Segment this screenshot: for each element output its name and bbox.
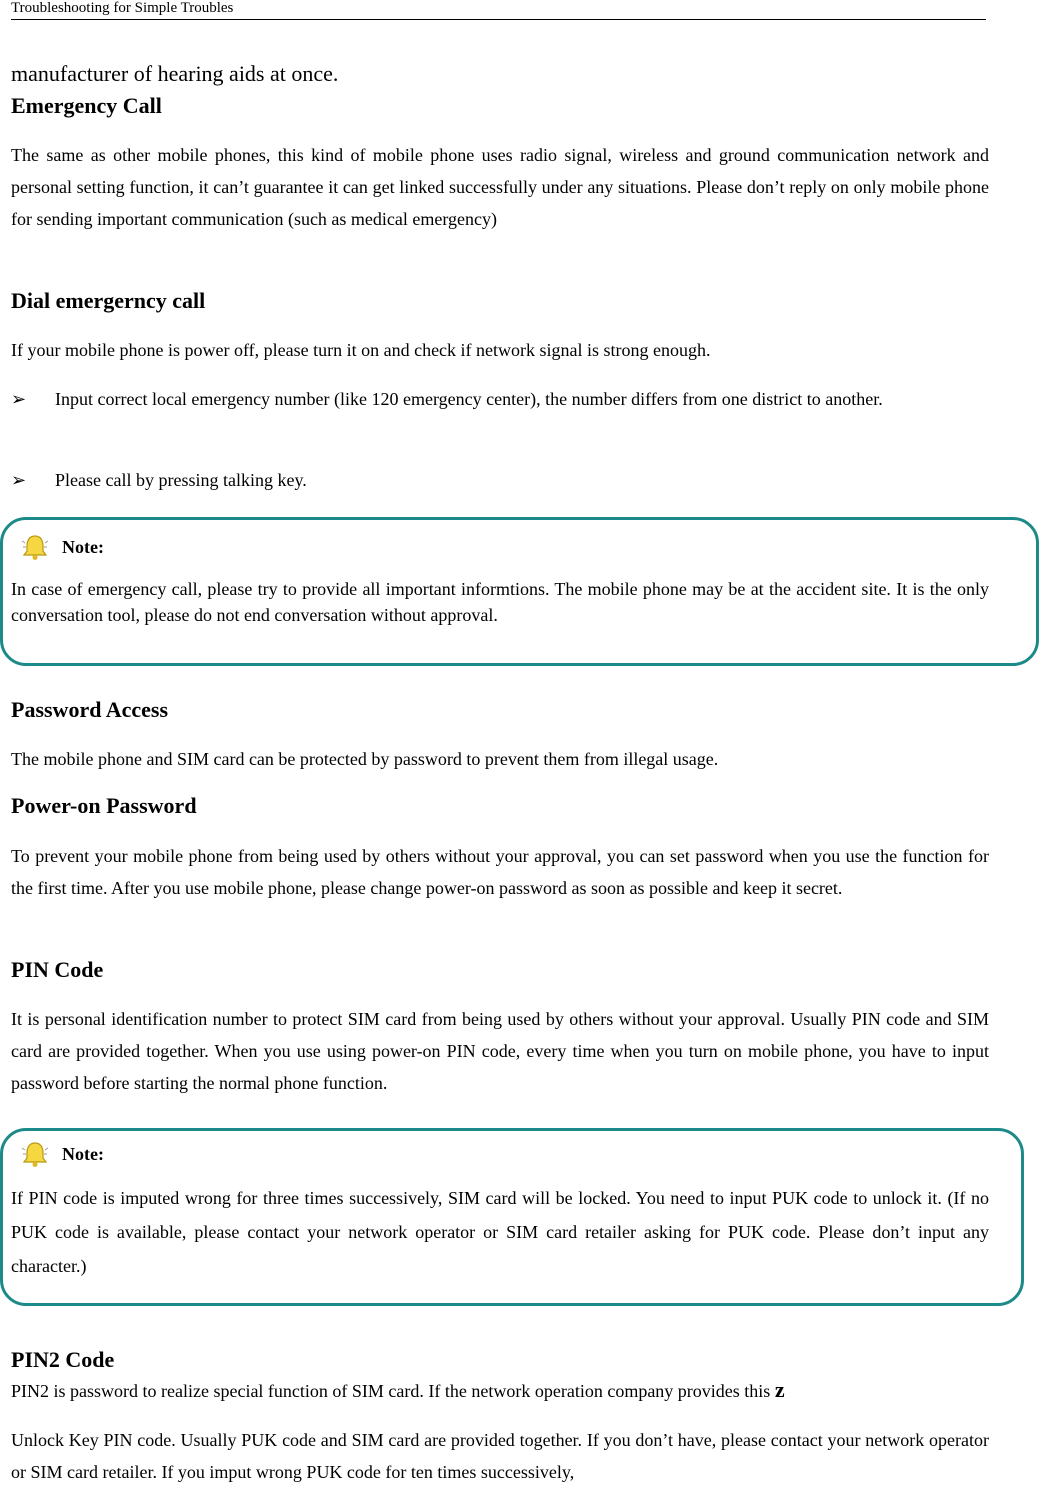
pin2-intro-text: PIN2 is password to realize special function of SIM card. If the network operation company provides this [11,1381,771,1401]
note-text: In case of emergency call, please try to provide all important informtions. The mobile phone may be at the accident site. It is the only conversation tool, please do not end conversation without approval. [11,579,989,625]
arrow-bullet-icon: ➢ [11,470,27,490]
paragraph-emergency-call: The same as other mobile phones, this kind of mobile phone uses radio signal, wireless and ground communication network and personal setting function, it can’t guarantee it can get linked successfully under any situations. Please don’t reply on only mobile phone for sending important communication (such as medical emergency) [11,145,989,229]
paragraph-password-access: The mobile phone and SIM card can be protected by password to prevent them from illegal usage. [11,749,719,769]
pin2-intro-trailing-char: z [774,1377,785,1402]
paragraph-power-on-password: To prevent your mobile phone from being used by others without your approval, you can set password when you use the function for the first time. After you use mobile phone, please change power-on password as soon as possible and keep it secret. [11,846,989,898]
heading-pin-code: PIN Code [11,957,104,982]
paragraph-pin-code: It is personal identification number to protect SIM card from being used by others without your approval. Usually PIN code and SIM card are provided together. When you use using power-on PIN code, every time when you turn on mobile phone, you have to input password before starting the normal phone function. [11,1009,989,1093]
note-text: If PIN code is imputed wrong for three times successively, SIM card will be locked. You need to input PUK code to unlock it. (If no PUK code is available, please contact your network operator or SIM card retailer asking for PUK code. Please don’t input any character.) [11,1188,989,1276]
heading-pin2-code: PIN2 Code [11,1347,115,1372]
bell-icon [20,533,50,561]
heading-password-access: Password Access [11,697,169,722]
note-label: Note: [62,1143,104,1164]
note-header [20,1140,104,1168]
paragraph-dial-emergency: If your mobile phone is power off, please turn it on and check if network signal is strong enough. [11,340,711,360]
list-item [11,383,991,415]
paragraph-pin2-intro [11,1378,989,1403]
intro-line: manufacturer of hearing aids at once. [11,61,339,86]
heading-dial-emergency: Dial emergerncy call [11,288,206,313]
list-item-text: Input correct local emergency number (like 120 emergency center), the number differs from one district to another. [55,389,883,409]
note-header [20,533,104,561]
bell-icon [20,1140,50,1168]
heading-emergency-call: Emergency Call [11,93,162,118]
heading-power-on-password: Power-on Password [11,793,197,818]
note-label: Note: [62,536,104,557]
list-item-text: Please call by pressing talking key. [55,470,307,490]
list-item [11,464,991,496]
arrow-bullet-icon: ➢ [11,389,27,409]
paragraph-pin2-code: Unlock Key PIN code. Usually PUK code and SIM card are provided together. If you don’t have, please contact your network operator or SIM card retailer. If you imput wrong PUK code for ten times successively, [11,1430,989,1482]
page-header: Troubleshooting for Simple Troubles [11,0,986,20]
